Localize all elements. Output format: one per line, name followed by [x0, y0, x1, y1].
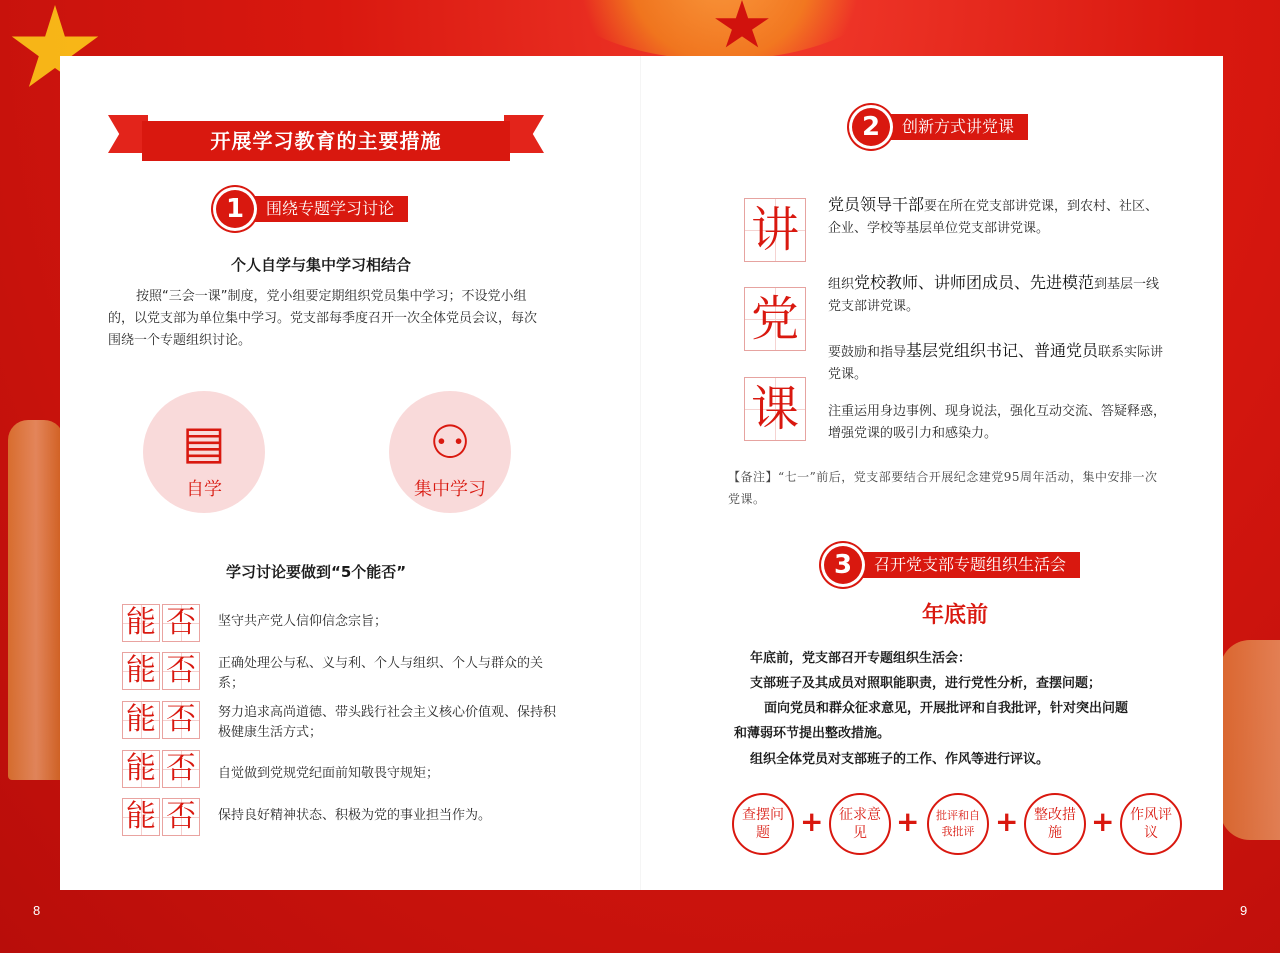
main-title-banner: [108, 115, 544, 161]
section-3-label: 召开党支部专题组织生活会: [856, 552, 1080, 578]
section-3-number: 3: [824, 546, 862, 584]
flow-step-4-label: 整改措施: [1034, 807, 1076, 841]
grid-char-neng: 能: [122, 798, 160, 836]
big-char-ke: 课: [744, 377, 806, 441]
lecture-item-2-text: 到基层一线党支部讲党课。: [828, 277, 1160, 314]
lecture-item-4: [828, 401, 1168, 445]
meeting-line-2: 支部班子及其成员对照职能职责，进行党性分析，查摆问题；: [750, 676, 1102, 691]
list-item-text: 坚守共产党人信仰信念宗旨；: [218, 614, 388, 629]
flow-step-5-label: 作风评议: [1130, 807, 1172, 841]
lecture-item-1-text: 要在所在党支部讲党课，到农村、社区、企业、学校等基层单位党支部讲党课。: [828, 199, 1159, 236]
grid-char-neng: 能: [122, 604, 160, 642]
grid-char-fou: 否: [162, 652, 200, 690]
remark-note: 【备注】“七一”前后，党支部要结合开展纪念建党95周年活动，集中安排一次党课。: [728, 470, 1158, 506]
lecture-item-3-emphasis: 基层党组织书记、普通党员: [906, 341, 1099, 360]
list-item-text: 正确处理公与私、义与利、个人与组织、个人与群众的关系；: [218, 656, 544, 691]
emblem-star-icon: [714, 0, 770, 52]
lecture-item-2: [828, 272, 1168, 318]
meeting-line-3: 面向党员和群众征求意见，开展批评和自我批评，针对突出问题: [764, 701, 1129, 716]
lecture-item-1-emphasis: 党员领导干部: [828, 195, 925, 214]
lecture-item-2-emphasis: 党校教师、讲师团成员、先进模范: [854, 273, 1095, 292]
grid-char-fou: 否: [162, 798, 200, 836]
lecture-item-3: [828, 340, 1168, 386]
meeting-icon: ⚇: [429, 415, 471, 469]
meeting-line-5: 组织全体党员对支部班子的工作、作风等进行评议。: [750, 752, 1050, 767]
lecture-item-4-text: 注重运用身边事例、现身说法，强化互动交流、答疑释惑，增强党课的吸引力和感染力。: [828, 404, 1167, 441]
grid-char-neng: 能: [122, 652, 160, 690]
list-item-text: 保持良好精神状态、积极为党的事业担当作为。: [218, 808, 492, 823]
banner-ribbon-right: [504, 115, 544, 153]
page-title: 开展学习教育的主要措施: [142, 121, 510, 161]
list-item: [122, 604, 552, 644]
section-2-number: 2: [852, 108, 890, 146]
page-number-left: 8: [33, 903, 41, 918]
list-item: [122, 652, 552, 692]
group-study-badge: [389, 391, 511, 513]
plus-icon: +: [1091, 805, 1115, 838]
meeting-line-1: 年底前，党支部召开专题组织生活会：: [750, 651, 972, 666]
plus-icon: +: [896, 805, 920, 838]
grid-char-neng: 能: [122, 701, 160, 739]
five-questions-heading: 学习讨论要做到“5个能否”: [226, 563, 407, 581]
flow-step-5: [1120, 793, 1182, 855]
flow-step-2: [829, 793, 891, 855]
list-item: [122, 750, 552, 790]
meeting-line-4: 和薄弱环节提出整改措施。: [734, 726, 891, 741]
huabiao-pillar-decoration: [8, 420, 64, 780]
lecture-item-2-prefix: 组织: [828, 277, 855, 292]
flow-step-1-label: 查摆问题: [742, 807, 784, 841]
reading-icon: ▤: [182, 415, 226, 469]
lecture-item-3-prefix: 要鼓励和指导: [828, 345, 907, 360]
plus-icon: +: [995, 805, 1019, 838]
grid-char-fou: 否: [162, 604, 200, 642]
flow-step-3: [927, 793, 989, 855]
year-end-title: 年底前: [921, 603, 988, 628]
self-study-caption: 自学: [186, 479, 222, 500]
list-item: [122, 798, 552, 838]
national-emblem-decoration: [540, 0, 900, 60]
self-study-badge: [143, 391, 265, 513]
grid-char-fou: 否: [162, 701, 200, 739]
section-1-label: 围绕专题学习讨论: [248, 196, 408, 222]
flow-step-3-label: 批评和自我批评: [936, 809, 980, 838]
section-1-number: 1: [216, 190, 254, 228]
page-number-right: 9: [1240, 903, 1248, 918]
flow-step-4: [1024, 793, 1086, 855]
grid-char-neng: 能: [122, 750, 160, 788]
list-item: [122, 701, 557, 741]
stone-lion-decoration: [1220, 640, 1280, 840]
lecture-item-3-text: 联系实际讲党课。: [828, 345, 1164, 382]
process-flow: [732, 793, 1182, 857]
big-char-dang: 党: [744, 287, 806, 351]
section-1-paragraph: 按照“三会一课”制度，党小组要定期组织党员集中学习；不设党小组的，以党支部为单位集中学习。党支部每季度召开一次全体党员会议，每次围绕一个专题组织讨论。: [108, 289, 538, 348]
page-gutter: [640, 56, 641, 890]
flow-step-2-label: 征求意见: [839, 807, 881, 841]
flow-step-1: [732, 793, 794, 855]
list-item-text: 自觉做到党规党纪面前知敬畏守规矩；: [218, 766, 440, 781]
lecture-item-1: [828, 194, 1168, 240]
grid-char-fou: 否: [162, 750, 200, 788]
group-study-caption: 集中学习: [414, 479, 486, 500]
section-1-heading: 个人自学与集中学习相结合: [231, 256, 412, 274]
section-2-label: 创新方式讲党课: [884, 114, 1028, 140]
list-item-text: 努力追求高尚道德、带头践行社会主义核心价值观、保持积极健康生活方式；: [218, 705, 557, 740]
plus-icon: +: [800, 805, 824, 838]
big-char-jiang: 讲: [744, 198, 806, 262]
